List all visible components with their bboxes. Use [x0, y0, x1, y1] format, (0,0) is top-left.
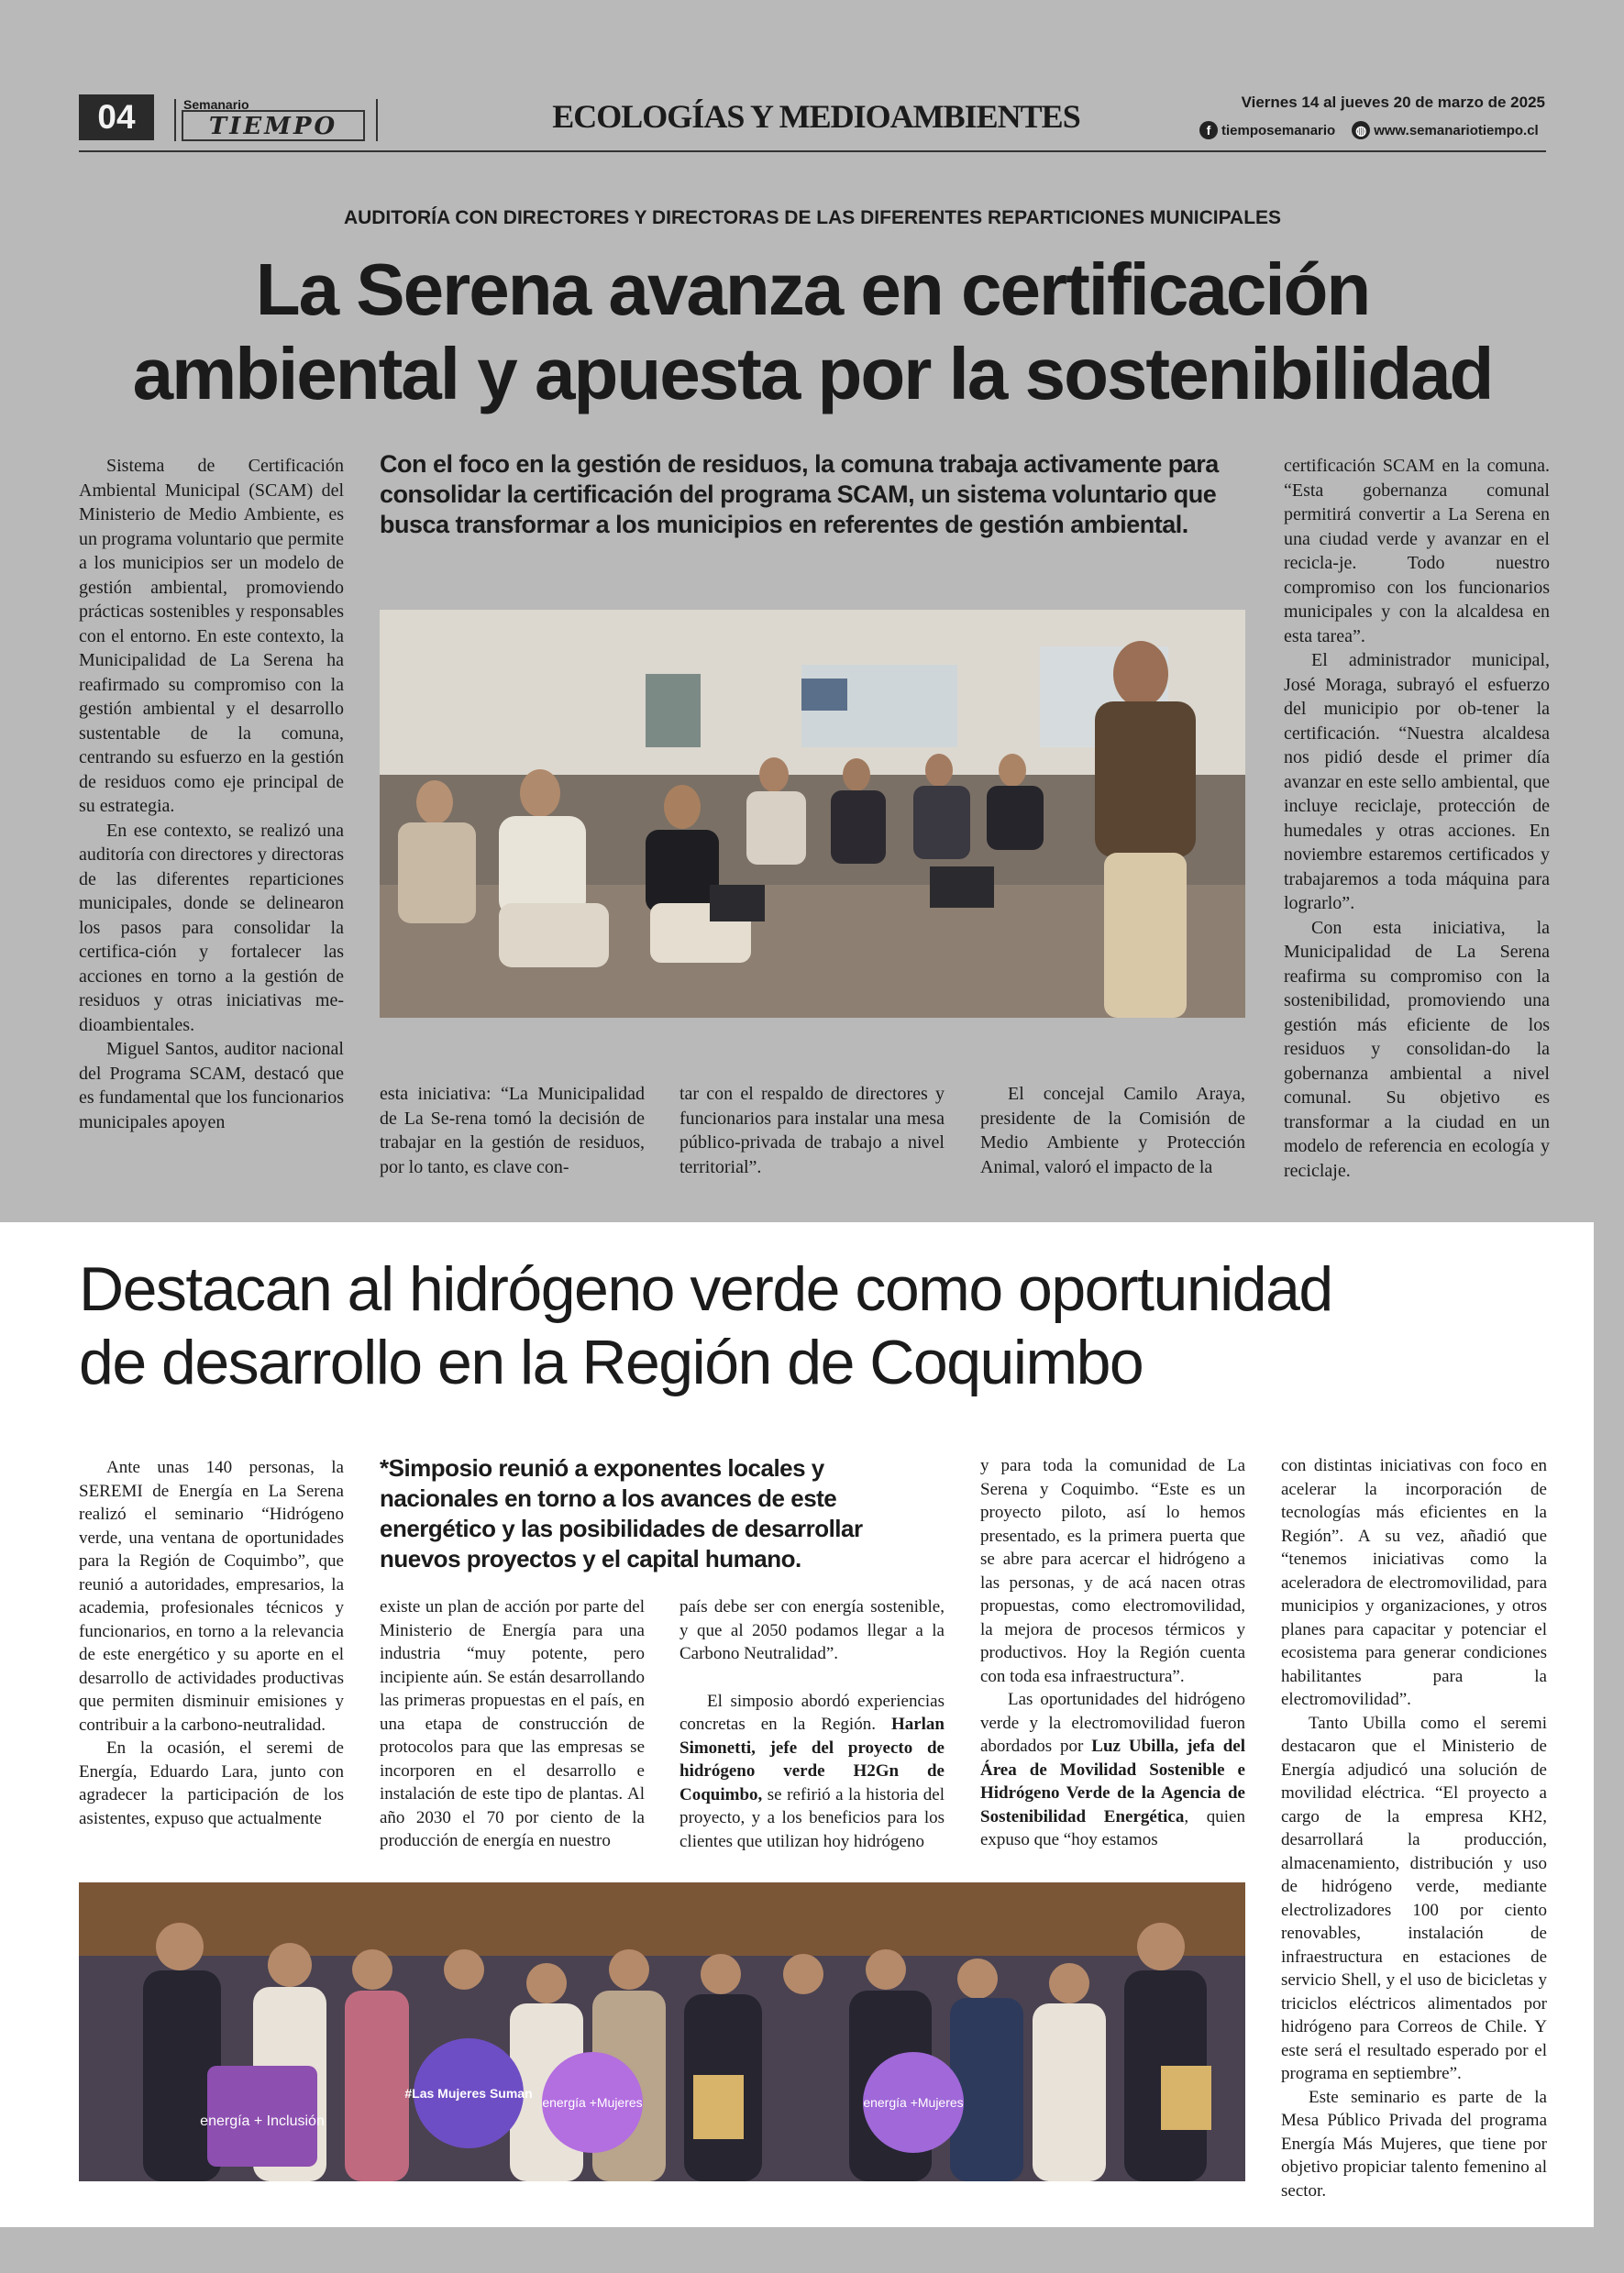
article1-column-1 [79, 454, 344, 1134]
header-rule [79, 150, 1546, 152]
article1-paragraph: En ese contexto, se realizó una auditoría con directores y directoras de las diferentes reparticiones municipales, donde se delinearon los pasos para consolidar la certifica-ción y fortalecer las acciones en torno a la gestión de residuos y otras iniciativas me-dioambientales. [79, 820, 344, 1035]
article1-column-5 [1284, 454, 1550, 1183]
article2-column-2 [380, 1595, 645, 1853]
website-link[interactable] [1352, 121, 1539, 139]
group-photo-illustration [79, 1882, 1245, 2181]
article1-paragraph: El administrador municipal, José Moraga, subrayó el esfuerzo del municipio por ob-tener la certificación. “Nuestra alcaldesa nos pidió desde el primer día avanzar en este sello ambiental, que incluye reciclaje, protección de humedales y otras acciones. En noviembre estaremos certificados y trabajaremos a toda máquina para lograrlo”. [1284, 650, 1550, 913]
article1-paragraph: Miguel Santos, auditor nacional del Programa SCAM, destacó que es fundamental que los funcionarios municipales apoyen [79, 1039, 344, 1132]
article1-column-4 [980, 1082, 1245, 1179]
article1-column-2 [380, 1082, 645, 1179]
masthead-logo: TIEMPO [182, 110, 365, 141]
masthead-divider [174, 99, 176, 141]
article1-paragraph: Con esta iniciativa, la Municipalidad de La Serena reafirma su compromiso con la sostenibilidad, promoviendo una gestión más eficiente de los residuos y consolidan-do la gobernanza ambiental a nivel comunal. Su objetivo es transformar a la ciudad en un modelo de referencia en ecología y reciclaje. [1284, 917, 1550, 1181]
website-url: www.semanariotiempo.cl [1374, 123, 1539, 138]
article1-headline [79, 248, 1546, 416]
facebook-handle: tiemposemanario [1221, 123, 1336, 138]
article1-photo [380, 610, 1245, 1018]
photo-sign-text: energía + Inclusión [200, 2113, 325, 2129]
article1-headline-line2: ambiental y apuesta por la sostenibilidad [132, 333, 1493, 414]
facebook-icon: f [1199, 121, 1218, 139]
article2-text-bold: Luz Ubilla, jefa del Área de Movilidad Sostenible e Hidrógeno Verde de la Agencia de Sostenibilidad Energética [980, 1737, 1245, 1826]
article2-paragraph: país debe ser con energía sostenible, y que al 2050 podamos llegar a la Carbono Neutralidad”. [679, 1597, 945, 1663]
masthead-divider [376, 99, 378, 141]
social-links [1199, 121, 1539, 139]
article1-paragraph: tar con el respaldo de directores y funcionarios para instalar una mesa público-privada de trabajo a nivel territorial”. [679, 1084, 945, 1177]
article2-paragraph: En la ocasión, el seremi de Energía, Eduardo Lara, junto con agradecer la participación de los asistentes, expuso que actualmente [79, 1738, 344, 1828]
page-number: 04 [79, 94, 154, 140]
article1-paragraph: certificación SCAM en la comuna. “Esta gobernanza comunal permitirá convertir a La Serena en una ciudad verde y avanzar en el recicla-je. Todo nuestro compromiso con los funcionarios municipales y con la alcaldesa en esta tarea”. [1284, 456, 1550, 646]
article1-paragraph: esta iniciativa: “La Municipalidad de La Se-rena tomó la decisión de trabajar en la gestión de residuos, por lo tanto, es clave con- [380, 1084, 645, 1177]
article1-column-3 [679, 1082, 945, 1179]
article2-text: El simposio abordó experiencias concretas en la Región. [679, 1691, 945, 1734]
article2-text-bold: Harlan Simonetti, jefe del proyecto de hidrógeno verde H2Gn de Coquimbo, [679, 1715, 945, 1804]
article1-paragraph: El concejal Camilo Araya, presidente de la Comisión de Medio Ambiente y Protección Animal, valoró el impacto de la [980, 1084, 1245, 1177]
article2-column-3 [679, 1595, 945, 1853]
article2-text: se refirió a la historia del proyecto, y a los beneficios para los clientes que utilizan hoy hidrógeno [679, 1784, 945, 1851]
photo-sign-text: energía +Mujeres [542, 2095, 643, 2110]
article2-text: Las oportunidades del hidrógeno verde y la electromovilidad fueron abordados por [980, 1690, 1245, 1756]
article2-lead: *Simposio reunió a exponentes locales y nacionales en torno a los avances de este energético y las posibilidades de desarrollar nuevos proyectos y el capital humano. [380, 1454, 863, 1572]
article2-photo [79, 1882, 1245, 2181]
article2-paragraph: existe un plan de acción por parte del Ministerio de Energía para una industria “muy potente, pero incipiente aún. Se están desarrollando las primeras propuestas en el país, en una etapa de construcción de protocolos para que las empresas se incorporen en el desarrollo e instalación de este tipo de plantas. Al año 2030 el 70 por ciento de la producción de energía en nuestro [380, 1597, 645, 1850]
article2-headline [79, 1252, 1344, 1399]
article2-headline-line2: de desarrollo en la Región de Coquimbo [79, 1328, 1143, 1397]
article2-paragraph: y para toda la comunidad de La Serena y Coquimbo. “Este es un proyecto piloto, así lo hemos presentado, es la primera puerta que se abre para acercar el hidrógeno a las personas, y de acá nacen otras propuestas, como electromovilidad, la mejora de procesos térmicos y productivos. Hoy la Región cuenta con toda esa infraestructura”. [980, 1456, 1245, 1686]
article1-kicker: AUDITORÍA CON DIRECTORES Y DIRECTORAS DE LAS DIFERENTES REPARTICIONES MUNICIPALES [343, 207, 1282, 228]
article2-column-4 [980, 1454, 1245, 1852]
article1-lead: Con el foco en la gestión de residuos, la comuna trabaja activamente para consolidar la certificación del programa SCAM, un sistema voluntario que busca transformar a los municipios en referentes de gestión ambiental. [380, 450, 1219, 538]
article2-paragraph: Tanto Ubilla como el seremi destacaron que el Ministerio de Energía adjudicó una solución de movilidad eléctrica. “El proyecto a cargo de la empresa KH2, desarrollará la producción, almacenamiento, distribución y uso de hidrógeno verde, mediante electrolizadores 100 por ciento renovables, instalación de infraestructura en estaciones de servicio Shell, y el uso de bicicletas y triciclos eléctricos alimentados por hidrógeno para Correos de Chile. Y este será el resultado esperado por el programa en septiembre”. [1281, 1713, 1547, 2083]
meeting-photo-illustration [380, 610, 1245, 1018]
web-icon: ◍ [1352, 121, 1370, 139]
article1-headline-line1: La Serena avanza en certificación [255, 248, 1370, 330]
article2-text: , quien expuso que “hoy estamos [980, 1806, 1245, 1849]
facebook-link[interactable] [1199, 121, 1335, 139]
article2-paragraph [980, 1688, 1245, 1852]
article2-paragraph: con distintas iniciativas con foco en acelerar la incorporación de tecnologías más eficientes en la Región”. A su vez, añadió que “tenemos iniciativas como la aceleradora de electromovilidad, para municipios y organizaciones, y otros planes para capacitar y potenciar el ecosistema para generar condiciones habilitantes para la electromovilidad”. [1281, 1456, 1547, 1709]
article2-paragraph [679, 1690, 945, 1854]
issue-date: Viernes 14 al jueves 20 de marzo de 2025 [1241, 94, 1545, 111]
article2-column-5 [1281, 1454, 1547, 2202]
article2-headline-line1: Destacan al hidrógeno verde como oportunidad [79, 1254, 1332, 1324]
photo-sign-text: #Las Mujeres Suman [404, 2086, 533, 2101]
article2-paragraph: Este seminario es parte de la Mesa Público Privada del programa Energía Más Mujeres, que tiene por objetivo propiciar talento femenino al sector. [1281, 2087, 1547, 2201]
photo-sign-text: energía +Mujeres [863, 2095, 964, 2110]
section-title: ECOLOGÍAS Y MEDIOAMBIENTES [552, 98, 1080, 135]
masthead-small: Semanario [183, 97, 249, 112]
article2-column-1 [79, 1456, 344, 1830]
article2-paragraph: Ante unas 140 personas, la SEREMI de Energía en La Serena realizó el seminario “Hidrógeno verde, una ventana de oportunidades para la Región de Coquimbo”, que reunió a autoridades, empresarios, la academia, profesionales técnicos y funcionarios, en torno a la relevancia de este energético y su aporte en el desarrollo de actividades productivas que permiten disminuir emisiones y contribuir a la carbono-neutralidad. [79, 1458, 344, 1735]
article1-paragraph: Sistema de Certificación Ambiental Municipal (SCAM) del Ministerio de Medio Ambiente, es un programa voluntario que permite a los municipios ser un modelo de gestión ambiental, promoviendo prácticas sostenibles y responsables con el entorno. En este contexto, la Municipalidad de La Serena ha reafirmado su compromiso con la gestión ambiental y el desarrollo sustentable de la comuna, centrando su esfuerzo en la gestión de residuos como eje principal de su estrategia. [79, 456, 344, 816]
